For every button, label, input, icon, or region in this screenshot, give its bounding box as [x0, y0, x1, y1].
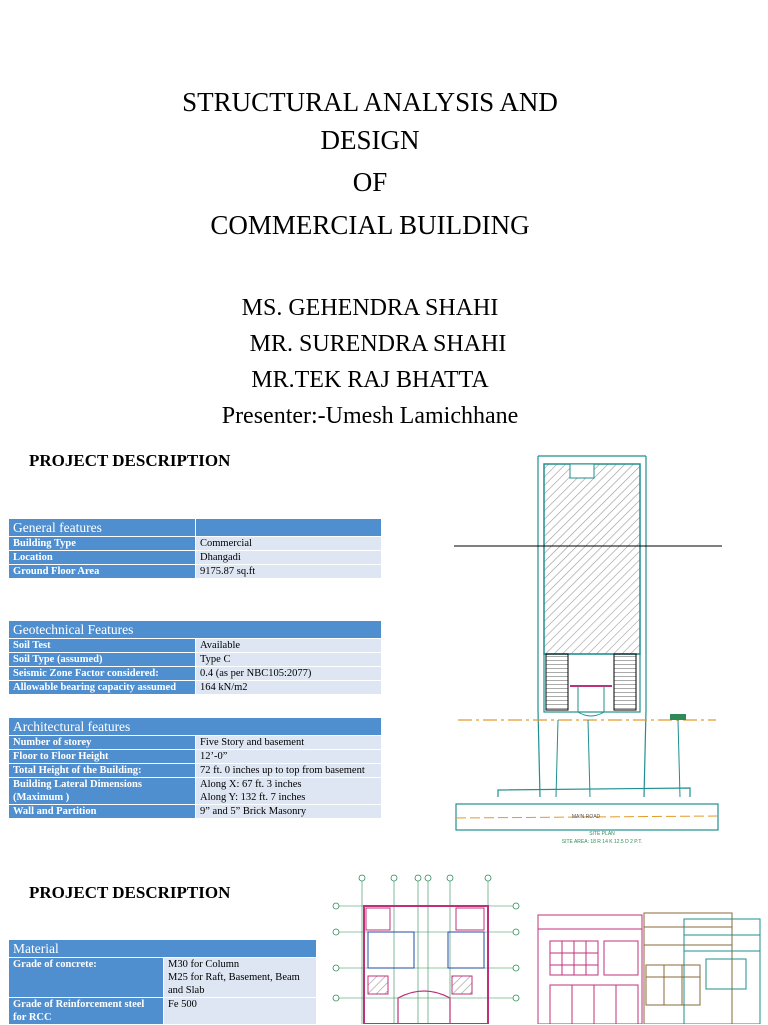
author-1: MS. GEHENDRA SHAHI [241, 295, 499, 321]
row-label: Allowable bearing capacity assumed [9, 681, 196, 695]
row-label: Location [9, 551, 196, 565]
section-heading: PROJECT DESCRIPTION [29, 451, 231, 470]
table-header: Architectural features [9, 718, 382, 736]
table-row [9, 551, 382, 565]
row-value: 9” and 5” Brick Masonry [196, 805, 382, 819]
site-plan-drawing [450, 452, 726, 852]
section-heading-2: PROJECT DESCRIPTION [29, 883, 231, 902]
table-row [9, 639, 382, 653]
table-header-row [9, 718, 382, 736]
table-row [9, 667, 382, 681]
row-value: 12’-0” [196, 750, 382, 764]
table-header-row [9, 519, 382, 537]
row-value: Available [196, 639, 382, 653]
table-row [9, 681, 382, 695]
material-table [8, 939, 317, 1025]
author-2: MR. SURENDRA SHAHI [249, 331, 507, 357]
row-label: Total Height of the Building: [9, 764, 196, 778]
floor-plan-outline [364, 906, 488, 1024]
row-label: Soil Type (assumed) [9, 653, 196, 667]
title-line-3: OF [352, 167, 388, 197]
row-label: Building Lateral Dimensions (Maximum ) [9, 778, 196, 805]
table-header-empty [196, 519, 382, 537]
road-label: MAIN ROAD [571, 814, 601, 820]
row-label: Number of storey [9, 736, 196, 750]
row-label: Wall and Partition [9, 805, 196, 819]
row-value: 164 kN/m2 [196, 681, 382, 695]
row-value: M30 for Column M25 for Raft, Basement, Beam and Slab [164, 958, 317, 998]
table-row [9, 565, 382, 579]
row-label: Seismic Zone Factor considered: [9, 667, 196, 681]
table-row [9, 750, 382, 764]
table-row [9, 958, 317, 998]
table-row [9, 653, 382, 667]
row-value: Along X: 67 ft. 3 inches Along Y: 132 ft. 7 inches [196, 778, 382, 805]
road-edge [498, 788, 690, 797]
plot-boundary [644, 456, 646, 797]
row-label: Grade of concrete: [9, 958, 164, 998]
row-value: Dhangadi [196, 551, 382, 565]
row-label: Grade of Reinforcement steel for RCC [9, 998, 164, 1025]
row-value: 0.4 (as per NBC105:2077) [196, 667, 382, 681]
table-row [9, 736, 382, 750]
elevation-drawing [534, 905, 764, 1024]
plot-boundary [538, 456, 540, 797]
general-features-table [8, 518, 382, 579]
row-value: Five Story and basement [196, 736, 382, 750]
table-header-row [9, 621, 382, 639]
stair-block-left [546, 654, 568, 710]
table-header-row [9, 940, 317, 958]
title-line-2: DESIGN [320, 125, 420, 155]
table-header: General features [9, 519, 196, 537]
geotechnical-features-table [8, 620, 382, 695]
row-label: Building Type [9, 537, 196, 551]
table-row [9, 537, 382, 551]
title-line-1: STRUCTURAL ANALYSIS AND [182, 87, 558, 117]
presenter: Presenter:-Umesh Lamichhane [221, 403, 519, 429]
row-label: Soil Test [9, 639, 196, 653]
author-3: MR.TEK RAJ BHATTA [251, 367, 489, 393]
title-line-4: COMMERCIAL BUILDING [210, 210, 530, 240]
stair-block-right [614, 654, 636, 710]
table-row [9, 805, 382, 819]
architectural-features-table [8, 717, 382, 819]
site-plan-caption: SITE PLAN [589, 831, 615, 837]
row-label: Ground Floor Area [9, 565, 196, 579]
building-footprint [544, 464, 640, 654]
table-header: Geotechnical Features [9, 621, 382, 639]
table-row [9, 778, 382, 805]
table-row [9, 764, 382, 778]
row-value: Fe 500 [164, 998, 317, 1025]
table-header: Material [9, 940, 317, 958]
row-value: Type C [196, 653, 382, 667]
row-value: 72 ft. 0 inches up to top from basement [196, 764, 382, 778]
site-area-caption: SITE AREA: 18 R 14 K 12.5 D 2 P.T. [561, 839, 643, 845]
floor-plan-drawing [328, 872, 524, 1024]
row-value: Commercial [196, 537, 382, 551]
table-row [9, 998, 317, 1025]
row-label: Floor to Floor Height [9, 750, 196, 764]
row-value: 9175.87 sq.ft [196, 565, 382, 579]
